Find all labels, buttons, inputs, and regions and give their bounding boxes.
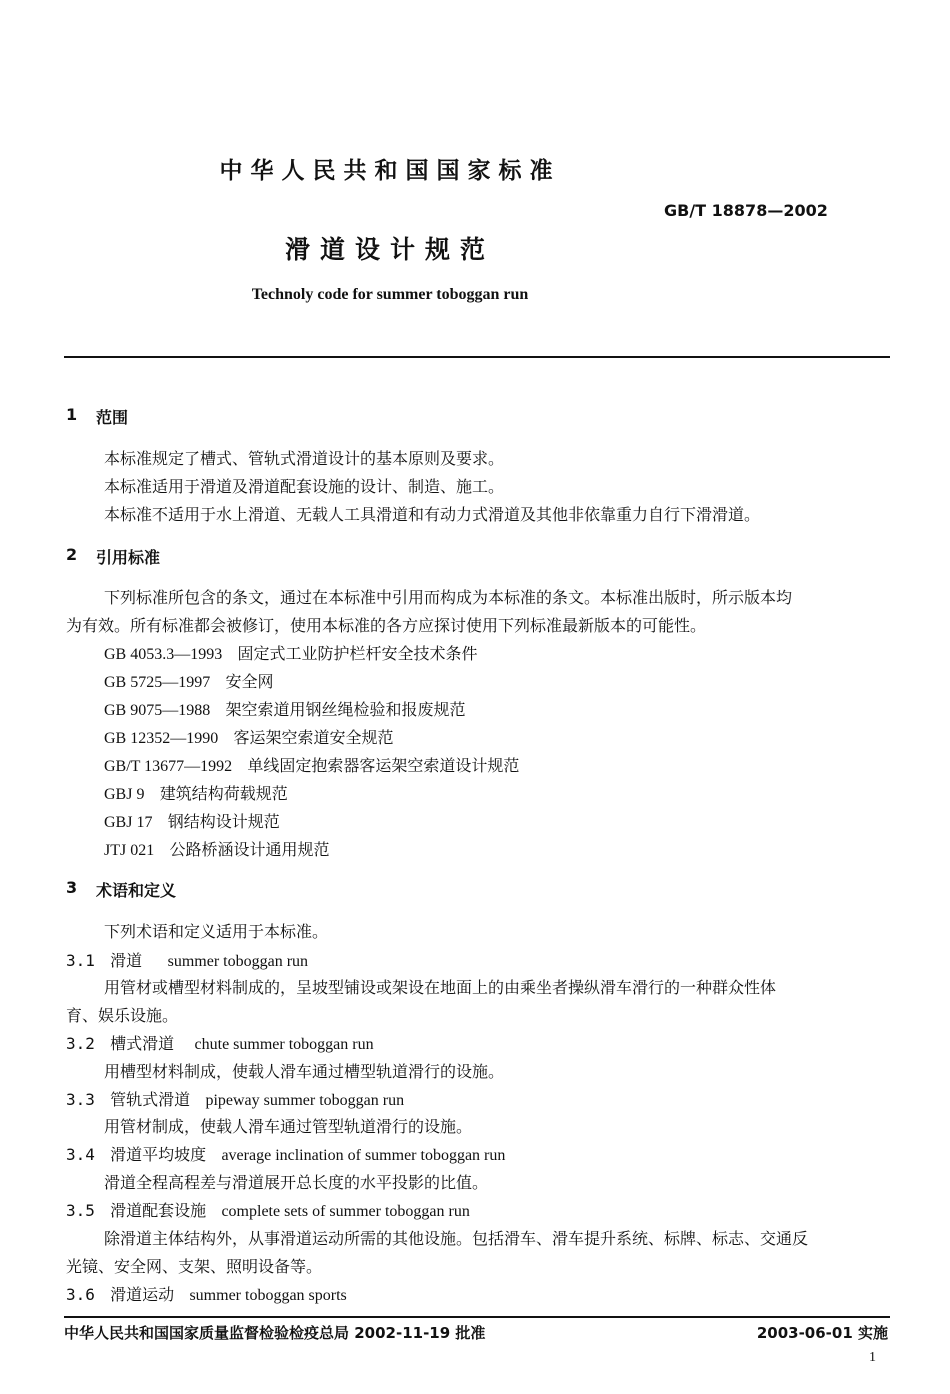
standard-number: GB/T 18878—2002 [664,201,828,220]
section-2-title: 引用标准 [96,548,161,567]
term-en: summer toboggan run [167,953,309,970]
term-definition: 用管材制成，使载人滑车通过管型轨道滑行的设施。 [104,1117,473,1136]
reference-item [104,753,519,776]
term-number: 3.4 [66,1145,95,1164]
section-2-intro-line: 为有效。所有标准都会被修订，使用本标准的各方应探讨使用下列标准最新版本的可能性。 [66,616,707,635]
reference-item [104,837,330,860]
section-1-paragraph: 本标准适用于滑道及滑道配套设施的设计、制造、施工。 [104,477,505,496]
term-definition: 用槽型材料制成，使载人滑车通过槽型轨道滑行的设施。 [104,1062,505,1081]
section-2-number: 2 [66,545,78,564]
reference-name: 单线固定抱索器客运架空索道设计规范 [247,756,520,775]
national-standard-heading: 中华人民共和国国家标准 [219,157,561,184]
page-number: 1 [869,1350,876,1365]
term-definition: 除滑道主体结构外，从事滑道运动所需的其他设施。包括滑车、滑车提升系统、标牌、标志、交通反 [104,1229,809,1248]
term-cn: 滑道配套设施 [110,1201,207,1220]
reference-item [104,669,274,692]
reference-item [104,725,394,748]
section-1-number: 1 [66,405,78,424]
reference-item [104,809,280,832]
term-heading [66,948,308,971]
reference-code: GB 4053.3—1993 [104,646,223,663]
term-en: chute summer toboggan run [194,1036,374,1053]
reference-name: 公路桥涵设计通用规范 [169,840,330,859]
term-cn: 滑道平均坡度 [110,1145,207,1164]
term-heading [66,1087,404,1110]
reference-name: 钢结构设计规范 [167,812,280,831]
reference-code: GBJ 9 [104,786,145,803]
section-1-paragraph: 本标准不适用于水上滑道、无载人工具滑道和有动力式滑道及其他非依靠重力自行下滑滑道。 [104,505,761,524]
reference-name: 架空索道用钢丝绳检验和报废规范 [225,700,466,719]
term-heading [66,1031,374,1054]
term-number: 3.1 [66,951,95,970]
reference-code: GBJ 17 [104,814,153,831]
term-heading [66,1282,347,1305]
term-en: complete sets of summer toboggan run [221,1203,470,1220]
term-number: 3.6 [66,1285,95,1304]
section-3-title: 术语和定义 [96,881,177,900]
section-1-title: 范围 [96,408,129,427]
term-en: average inclination of summer toboggan run [221,1147,506,1164]
term-definition: 滑道全程高程差与滑道展开总长度的水平投影的比值。 [104,1173,489,1192]
section-1-paragraph: 本标准规定了槽式、管轨式滑道设计的基本原则及要求。 [104,449,505,468]
section-2-intro-line: 下列标准所包含的条文，通过在本标准中引用而构成为本标准的条文。本标准出版时，所示版本均 [104,588,793,607]
reference-name: 客运架空索道安全规范 [233,728,394,747]
reference-code: GB 9075—1988 [104,702,211,719]
term-definition: 光镜、安全网、支架、照明设备等。 [66,1257,323,1276]
reference-name: 固定式工业防护栏杆安全技术条件 [237,644,478,663]
term-number: 3.5 [66,1201,95,1220]
term-cn: 管轨式滑道 [110,1090,191,1109]
term-en: pipeway summer toboggan run [205,1092,405,1109]
term-heading [66,1142,505,1165]
term-cn: 槽式滑道 [110,1034,175,1053]
reference-code: GB/T 13677—1992 [104,758,233,775]
term-heading [66,1198,470,1221]
reference-item [104,781,288,804]
term-en: summer toboggan sports [189,1287,347,1304]
term-cn: 滑道运动 [110,1285,175,1304]
reference-code: JTJ 021 [104,842,155,859]
reference-item [104,697,466,720]
approval-statement: 中华人民共和国国家质量监督检验检疫总局 2002-11-19 批准 [64,1324,486,1342]
term-number: 3.3 [66,1090,95,1109]
header-divider [64,356,890,358]
document-subtitle-english: Technoly code for summer toboggan run [251,286,529,303]
section-3-number: 3 [66,878,78,897]
reference-name: 建筑结构荷载规范 [159,784,288,803]
reference-name: 安全网 [225,672,274,691]
term-number: 3.2 [66,1034,95,1053]
section-3-intro: 下列术语和定义适用于本标准。 [104,922,329,941]
reference-code: GB 5725—1997 [104,674,211,691]
reference-code: GB 12352—1990 [104,730,219,747]
term-definition: 用管材或槽型材料制成的，呈坡型铺设或架设在地面上的由乘坐者操纵滑车滑行的一种群众性体 [104,978,777,997]
term-definition: 育、娱乐设施。 [66,1006,179,1025]
footer-divider [64,1316,890,1318]
implementation-date: 2003-06-01 实施 [756,1324,888,1342]
reference-item [104,641,478,664]
document-title: 滑道设计规范 [284,235,495,264]
term-cn: 滑道 [110,951,143,970]
